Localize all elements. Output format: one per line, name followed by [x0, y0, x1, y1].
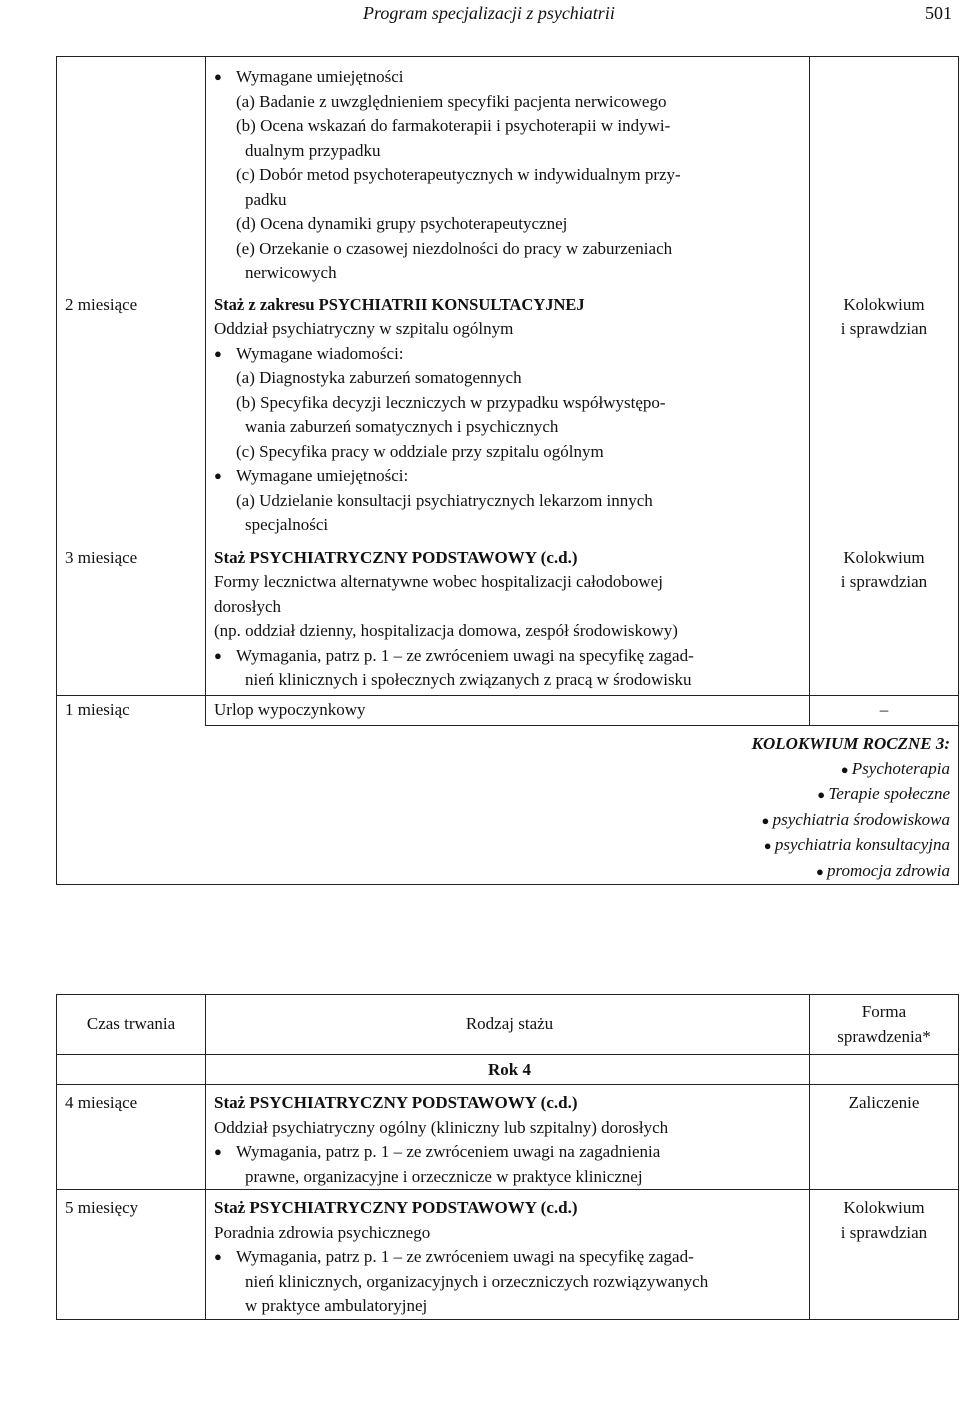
duration-cell: 1 miesiąc	[57, 696, 206, 726]
list-item: ● promocja zdrowia	[57, 859, 950, 885]
program-table-year4	[56, 994, 959, 1320]
annual-colloquium	[57, 726, 959, 885]
content-cell: Urlop wypoczynkowy	[206, 696, 810, 726]
year-row	[57, 1055, 959, 1085]
column-header-check: Forma sprawdzenia*	[810, 995, 959, 1055]
table-row	[57, 293, 959, 546]
column-header-duration: Czas trwania	[57, 995, 206, 1055]
stage-title: Staż PSYCHIATRYCZNY PODSTAWOWY (c.d.)	[214, 1198, 578, 1217]
stage-title: Staż PSYCHIATRYCZNY PODSTAWOWY (c.d.)	[214, 547, 578, 567]
content-cell: Staż PSYCHIATRYCZNY PODSTAWOWY (c.d.) Poradnia zdrowia psychicznego ● Wymagania, patrz p. 1 – ze zwróceniem uwagi na specyfikę zagad- nień klinicznych, organizacyjnych i orzeczniczych rozwiązywanych w praktyce ambulatoryjnej	[206, 1190, 810, 1320]
list-item: ● psychiatria konsultacyjna	[57, 833, 950, 859]
duration-cell	[57, 57, 206, 293]
check-cell	[810, 57, 959, 293]
program-table-year3	[56, 56, 959, 885]
content-cell: Staż PSYCHIATRYCZNY PODSTAWOWY (c.d.) Oddział psychiatryczny ogólny (kliniczny lub szpitalny) dorosłych ● Wymagania, patrz p. 1 – ze zwróceniem uwagi na zagadnienia prawne, organizacyjne i orzecznicze w praktyce klinicznej	[206, 1085, 810, 1190]
bullet-required-skills: ● Wymagane umiejętności	[214, 65, 805, 90]
duration-cell: 3 miesiące	[57, 546, 206, 696]
table-row	[57, 1190, 959, 1320]
table-row	[57, 546, 959, 696]
table-header-row	[57, 995, 959, 1055]
colloquium-title: KOLOKWIUM ROCZNE 3:	[751, 734, 950, 753]
year-label: Rok 4	[206, 1055, 810, 1085]
table-row	[57, 1085, 959, 1190]
duration-cell: 5 miesięcy	[57, 1190, 206, 1320]
check-cell: –	[810, 696, 959, 726]
check-cell: Zaliczenie	[810, 1085, 959, 1190]
stage-title: Staż PSYCHIATRYCZNY PODSTAWOWY (c.d.)	[214, 1093, 578, 1112]
list-item: ● psychiatria środowiskowa	[57, 808, 950, 834]
page-header	[0, 0, 960, 30]
duration-cell: 2 miesiące	[57, 293, 206, 546]
duration-cell: 4 miesiące	[57, 1085, 206, 1190]
page-number: 501	[925, 3, 952, 23]
table-row	[57, 726, 959, 885]
check-cell: Kolokwium i sprawdzian	[810, 1190, 959, 1320]
list-item: ● Psychoterapia	[57, 757, 950, 783]
content-cell: Staż PSYCHIATRYCZNY PODSTAWOWY (c.d.) Formy lecznictwa alternatywne wobec hospitalizacji całodobowej dorosłych (np. oddział dzienny, hospitalizacja domowa, zespół środowiskowy) ● Wymagania, patrz p. 1 – ze zwróceniem uwagi na specyfikę zagad- nień klinicznych i społecznych związanych z pracą w środowisku	[206, 546, 810, 696]
table-row	[57, 696, 959, 726]
table-row	[57, 57, 959, 293]
list-item: ● Terapie społeczne	[57, 782, 950, 808]
content-cell: Staż z zakresu PSYCHIATRII KONSULTACYJNEJ Oddział psychiatryczny w szpitalu ogólnym ● Wymagane wiadomości: (a) Diagnostyka zaburzeń somatogennych (b) Specyfika decyzji leczniczych w przypadku współwystępo- wania zaburzeń somatycznych i psychicznych (c) Specyfika pracy w oddziale przy szpitalu ogólnym ● Wymagane umiejętności: (a) Udzielanie konsultacji psychiatrycznych lekarzom innych specjalności	[206, 293, 810, 546]
content-cell: ● Wymagane umiejętności (a) Badanie z uwzględnieniem specyfiki pacjenta nerwicowego (b) Ocena wskazań do farmakoterapii i psychoterapii w indywi- dualnym przypadku (c) Dobór metod psychoterapeutycznych w indywidualnym przy- padku (d) Ocena dynamiki grupy psychoterapeutycznej (e) Orzekanie o czasowej niezdolności do pracy w zaburzeniach nerwicowych	[206, 57, 810, 293]
stage-title: Staż z zakresu PSYCHIATRII KONSULTACYJNEJ	[214, 294, 585, 314]
running-title: Program specjalizacji z psychiatrii	[363, 3, 615, 23]
column-header-type: Rodzaj stażu	[206, 995, 810, 1055]
check-cell: Kolokwium i sprawdzian	[810, 293, 959, 546]
check-cell: Kolokwium i sprawdzian	[810, 546, 959, 696]
